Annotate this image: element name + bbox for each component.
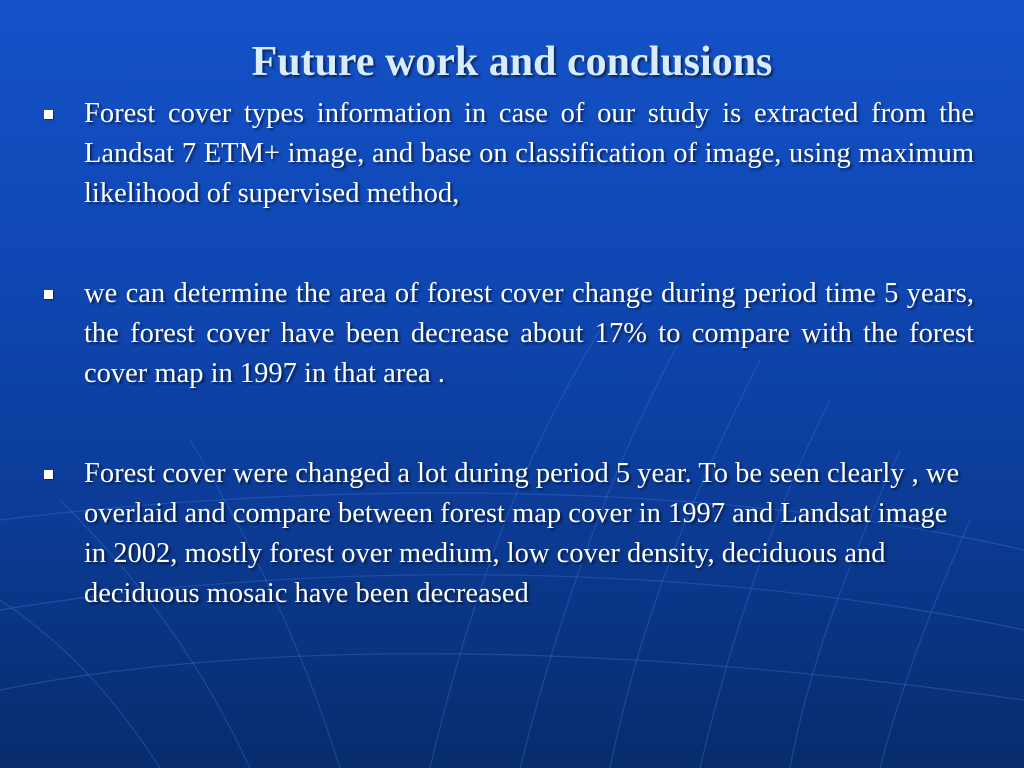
square-bullet-icon [44, 110, 53, 119]
square-bullet-icon [44, 470, 53, 479]
list-item [44, 454, 964, 614]
list-item [44, 94, 974, 214]
bullet-text: we can determine the area of forest cover change during period time 5 years, the forest cover have been decrease about 17% to compare with the forest cover map in 1997 in that area . [84, 278, 974, 389]
bullet-text: Forest cover types information in case of our study is extracted from the Landsat 7 ETM+ image, and base on classification of image, using maximum likelihood of supervised method, [84, 98, 974, 209]
bullet-list [44, 94, 974, 614]
list-item [44, 274, 974, 394]
square-bullet-icon [44, 290, 53, 299]
bullet-text: Forest cover were changed a lot during period 5 year. To be seen clearly , we overlaid and compare between forest map cover in 1997 and Landsat image in 2002, mostly forest over medium, low cover density, deciduous and deciduous mosaic have been decreased [84, 458, 960, 609]
slide-title: Future work and conclusions [251, 39, 773, 85]
